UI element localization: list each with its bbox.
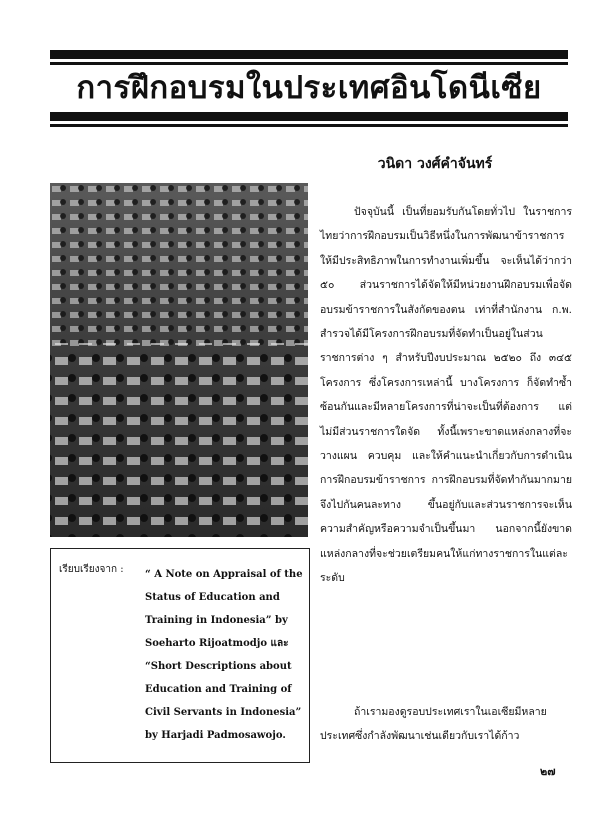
- bottom-rule-thick: [50, 112, 568, 121]
- body-paragraph-2: ถ้าเรามองดูรอบประเทศเราในเอเซียมีหลายประเทศซึ่งกำลังพัฒนาเช่นเดียวกับเราได้ก้าว: [320, 706, 547, 743]
- top-rule-thick: [50, 50, 568, 59]
- article-title: การฝึกอบรมในประเทศอินโดนีเซีย: [76, 70, 542, 106]
- top-rule-thin: [50, 62, 568, 65]
- source-box: [50, 548, 310, 763]
- bottom-rule-thin: [50, 124, 568, 127]
- source-text: “ A Note on Appraisal of the Status of Education and Training in Indonesia” by Soeharto Rijoatmodjo และ “Short Descriptions about Education and Training of Civil Servants in Indonesia” by Harjadi Padmosawojo.: [145, 569, 303, 741]
- page-number: ๒๗: [540, 765, 556, 778]
- classroom-photo: [50, 183, 308, 537]
- article-author: วนิดา วงศ์คำจันทร์: [377, 156, 493, 172]
- source-label: เรียบเรียงจาก :: [59, 564, 124, 575]
- body-paragraph-1: ปัจจุบันนี้ เป็นที่ยอมรับกันโดยทั่วไป ในราชการไทยว่าการฝึกอบรมเป็นวิธีหนึ่งในการพัฒนาข้าราชการ ให้มีประสิทธิภาพในการทำงานเพิ่มขึ้น จะเห็นได้ว่ากว่า ๕๐ ส่วนราชการได้จัดให้มีหน่วยงานฝึกอบรมเพื่อจัดอบรมข้าราชการในสังกัดของตน เท่าที่สำนักงาน ก.พ. สำรวจได้มีโครงการฝึกอบรมที่จัดทำเป็นอยู่ในส่วนราชการต่าง ๆ สำหรับปีงบประมาณ ๒๕๒๐ ถึง ๓๔๕ โครงการ ซึ่งโครงการเหล่านี้ บางโครงการ ก็จัดทำซ้ำซ้อนกันและมีหลายโครงการที่น่าจะเป็นที่ต้องการ แต่ไม่มีส่วนราชการใดจัด ทั้งนี้เพราะขาดแหล่งกลางที่จะวางแผน ควบคุม และให้คำแนะนำเกี่ยวกับการดำเนินการฝึกอบรมข้าราชการ การฝึกอบรมที่จัดทำกันมากมายจึงไปกันคนละทาง ขึ้นอยู่กับและส่วนราชการจะเห็นความสำคัญหรือความจำเป็นขึ้นมา นอกจากนี้ยังขาดแหล่งกลางที่จะช่วยเตรียมคนให้แก่ทางราชการในแต่ละระดับ: [320, 206, 572, 585]
